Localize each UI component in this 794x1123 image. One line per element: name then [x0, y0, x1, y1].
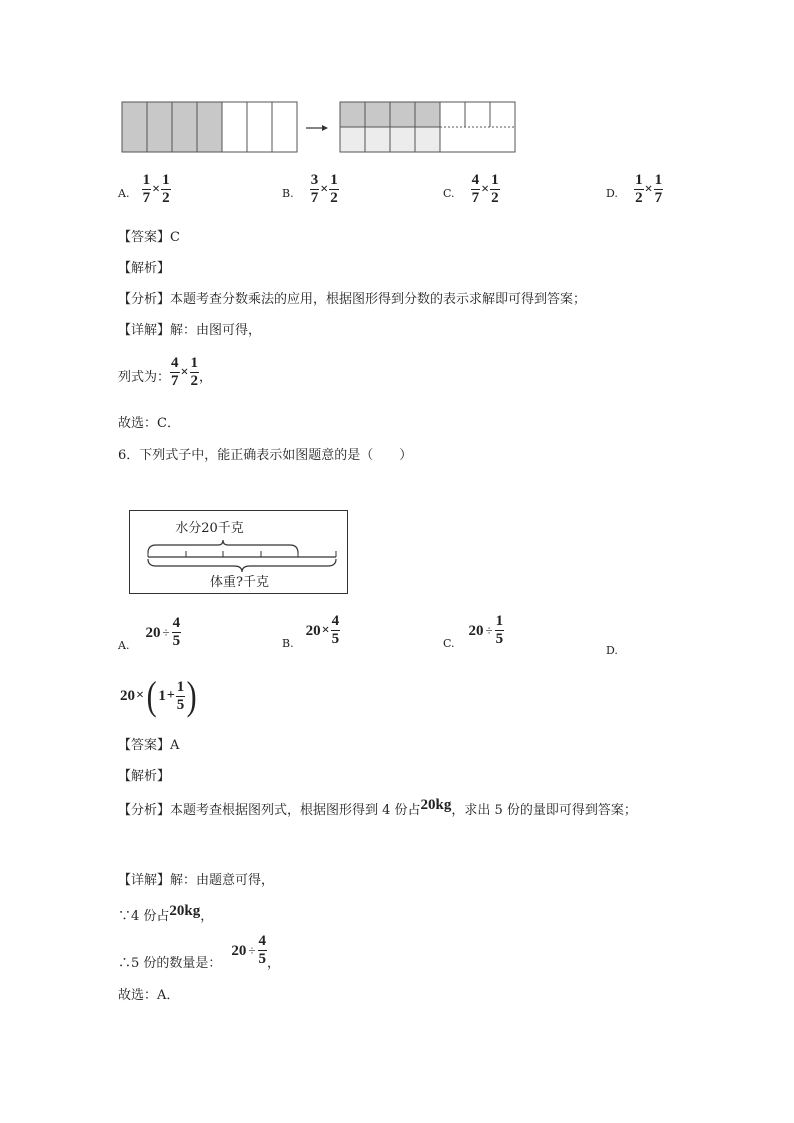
- q6-option-d-expr: 20 × ( 1 + $\frac{1}{5}$ ): [120, 673, 197, 718]
- q5-answer: 【答案】C: [118, 230, 180, 245]
- q5-option-d[interactable]: $_{D.}$ $\frac{1}{2}$ × $\frac{1}{7}$: [606, 172, 663, 206]
- q5-option-c[interactable]: $_{C.}$ $\frac{4}{7}$ × $\frac{1}{2}$: [443, 172, 499, 206]
- diagram-bottom-label: 体重?千克: [210, 575, 269, 590]
- q5-xiangjie: 【详解】解：由图可得，: [118, 323, 262, 338]
- q5-guxuan: 故选：C．: [118, 416, 180, 431]
- q6-option-c[interactable]: C. 20 ÷ $\frac{1}{5}$: [443, 613, 504, 650]
- q6-option-b[interactable]: B. 20 × $\frac{4}{5}$: [282, 613, 340, 650]
- diagram-braces: [130, 535, 349, 575]
- q6-guxuan: 故选：A．: [118, 988, 180, 1003]
- q6-question: 6．下列式子中，能正确表示如图题意的是（ ）: [118, 448, 413, 463]
- q5-equation: 列式为： $\frac{4}{7}$ × $\frac{1}{2}$ ，: [118, 355, 213, 389]
- q5-option-a[interactable]: $_{A.}$ $\frac{1}{7}$ × $\frac{1}{2}$: [118, 172, 170, 206]
- q6-therefore: ∴5 份的数量是： 20 ÷ $\frac{4}{5}$ ，: [118, 933, 281, 971]
- diagram-top-label: 水分20千克: [175, 521, 244, 536]
- q6-xiangjie: 【详解】解：由题意可得，: [118, 873, 275, 888]
- q5-left-bar: [122, 102, 297, 152]
- q5-right-bar: [340, 102, 515, 152]
- q6-option-d[interactable]: D.: [606, 644, 618, 657]
- q6-answer: 【答案】A: [118, 738, 180, 753]
- q5-jiexi: 【解析】: [118, 261, 171, 276]
- arrow-icon: [306, 125, 328, 131]
- q6-because: ∵4 份占 20kg ，: [118, 903, 214, 924]
- q6-jiexi: 【解析】: [118, 769, 171, 784]
- q5-figure: [118, 98, 518, 156]
- q6-diagram: [129, 510, 348, 594]
- q6-option-a[interactable]: A. 20 ÷ $\frac{4}{5}$: [118, 615, 181, 652]
- q6-fenxi: 【分析】本题考查根据图列式，根据图形得到 4 份占 20kg ，求出 5 份的量即可得到答案；: [118, 797, 637, 818]
- q5-option-b[interactable]: $_{B.}$ $\frac{3}{7}$ × $\frac{1}{2}$: [282, 172, 338, 206]
- q5-fenxi: 【分析】本题考查分数乘法的应用，根据图形得到分数的表示求解即可得到答案；: [118, 292, 587, 307]
